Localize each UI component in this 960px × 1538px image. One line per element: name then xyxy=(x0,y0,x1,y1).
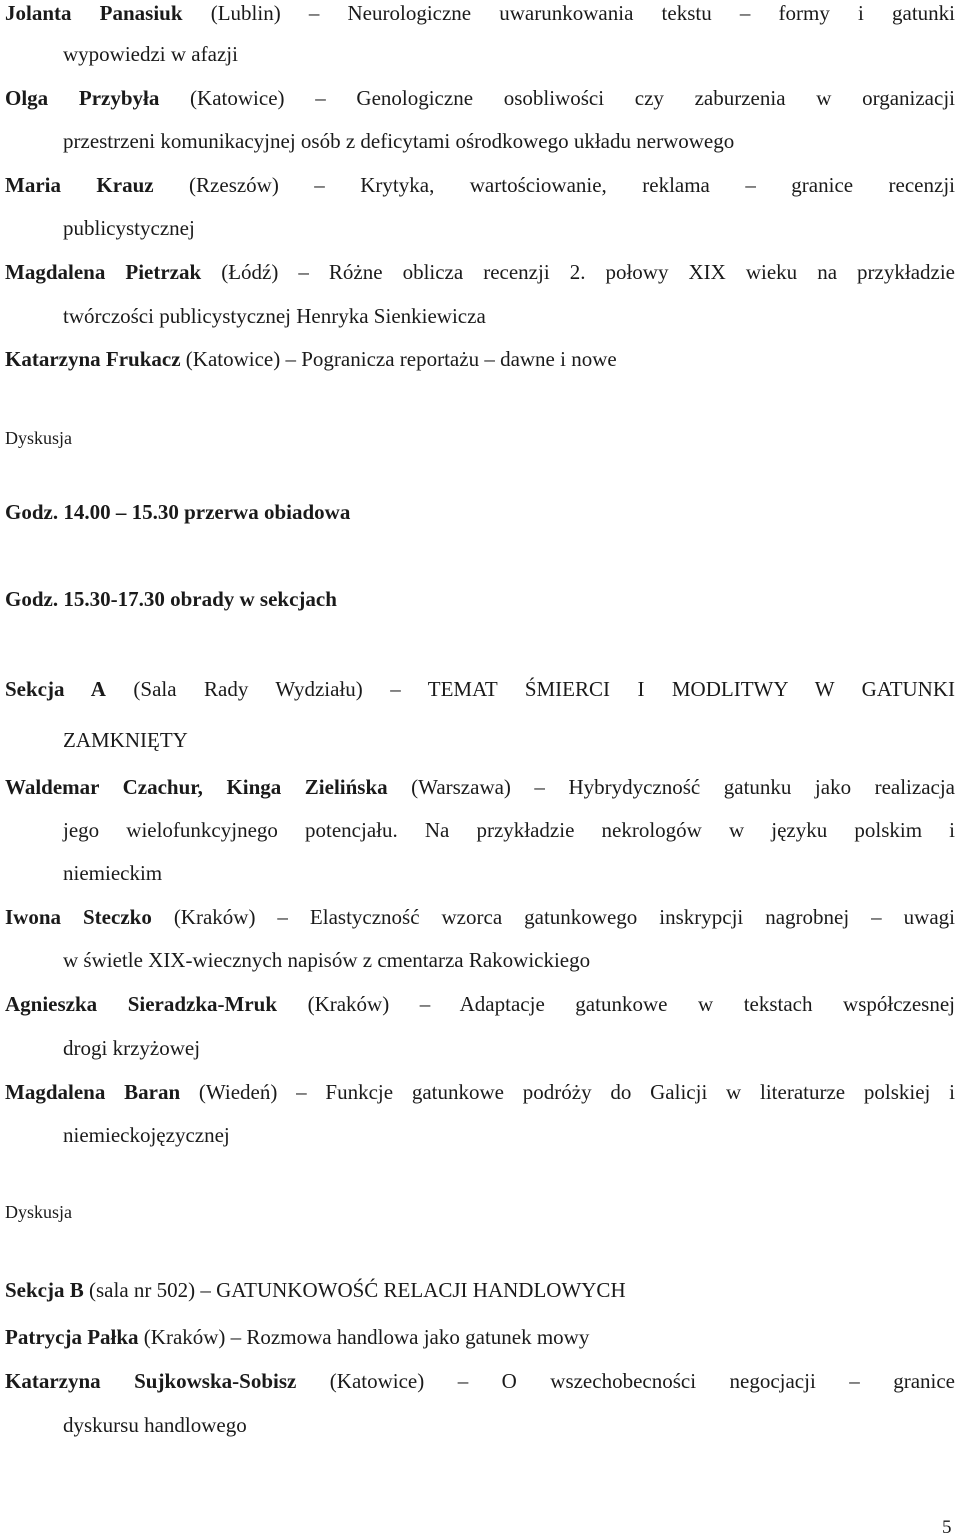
author-name: Maria Krauz xyxy=(5,173,154,197)
sessions-heading: Godz. 15.30-17.30 obrady w sekcjach xyxy=(5,587,337,611)
entry-line-continued: niemieckojęzycznej xyxy=(63,1123,230,1147)
entry-line xyxy=(5,775,955,799)
discussion-label: Dyskusja xyxy=(5,1202,72,1222)
entry-title: (Wiedeń) – Funkcje gatunkowe podróży do Galicji w literaturze polskiej i xyxy=(180,1080,955,1104)
entry-line xyxy=(5,86,955,110)
lunch-break: Godz. 14.00 – 15.30 przerwa obiadowa xyxy=(5,500,351,524)
author-name: Magdalena Baran xyxy=(5,1080,181,1104)
section-label: Sekcja B xyxy=(5,1278,84,1302)
section-title: (sala nr 502) – GATUNKOWOŚĆ RELACJI HANDLOWYCH xyxy=(83,1278,626,1302)
entry-line-continued: przestrzeni komunikacyjnej osób z deficytami ośrodkowego układu nerwowego xyxy=(63,129,735,153)
author-name: Patrycja Pałka xyxy=(5,1325,139,1349)
entry-line-continued: niemieckim xyxy=(63,861,163,885)
entry-title: (Kraków) – Rozmowa handlowa jako gatunek mowy xyxy=(138,1325,590,1349)
section-title: (Sala Rady Wydziału) – TEMAT ŚMIERCI I MODLITWY W GATUNKI xyxy=(105,677,956,701)
entry-line-continued: jego wielofunkcyjnego potencjału. Na przykładzie nekrologów w języku polskim i xyxy=(63,818,955,842)
entry-line-continued: dyskursu handlowego xyxy=(63,1413,247,1437)
entry-line xyxy=(5,1,955,25)
author-name: Agnieszka Sieradzka-Mruk xyxy=(5,992,278,1016)
entry-line-continued: w świetle XIX-wiecznych napisów z cmentarza Rakowickiego xyxy=(63,948,591,972)
entry-title: (Kraków) – Elastyczność wzorca gatunkowego inskrypcji nagrobnej – uwagi xyxy=(151,905,955,929)
entry-line xyxy=(5,260,955,284)
entry-line xyxy=(5,1080,955,1104)
entry-line-continued: publicystycznej xyxy=(63,216,195,240)
entry-line-continued: wypowiedzi w afazji xyxy=(63,42,238,66)
entry-line xyxy=(5,347,955,371)
entry-title: (Katowice) – Pogranicza reportażu – dawne i nowe xyxy=(180,347,617,371)
author-name: Iwona Steczko xyxy=(5,905,152,929)
entry-title: (Kraków) – Adaptacje gatunkowe w tekstach współczesnej xyxy=(277,992,955,1016)
section-label: Sekcja A xyxy=(5,677,106,701)
author-name: Magdalena Pietrzak xyxy=(5,260,202,284)
entry-line xyxy=(5,905,955,929)
entry-title: (Rzeszów) – Krytyka, wartościowanie, reklama – granice recenzji xyxy=(153,173,955,197)
entry-line-continued: twórczości publicystycznej Henryka Sienkiewicza xyxy=(63,304,486,328)
section-title-continued: ZAMKNIĘTY xyxy=(63,728,188,752)
entry-line xyxy=(5,992,955,1016)
page-number: 5 xyxy=(942,1517,952,1538)
entry-title: (Warszawa) – Hybrydyczność gatunku jako realizacja xyxy=(387,775,955,799)
author-name: Katarzyna Sujkowska-Sobisz xyxy=(5,1369,297,1393)
author-name: Waldemar Czachur, Kinga Zielińska xyxy=(5,775,388,799)
entry-line xyxy=(5,1325,955,1349)
author-name: Jolanta Panasiuk xyxy=(5,1,183,25)
entry-title: (Łódź) – Różne oblicza recenzji 2. połowy XIX wieku na przykładzie xyxy=(201,260,955,284)
author-name: Katarzyna Frukacz xyxy=(5,347,181,371)
section-a-heading xyxy=(5,677,955,701)
entry-line xyxy=(5,1369,955,1393)
entry-title: (Katowice) – O wszechobecności negocjacji – granice xyxy=(296,1369,955,1393)
entry-title: (Katowice) – Genologiczne osobliwości czy zaburzenia w organizacji xyxy=(159,86,955,110)
discussion-label: Dyskusja xyxy=(5,428,72,448)
entry-line-continued: drogi krzyżowej xyxy=(63,1036,201,1060)
section-b-heading xyxy=(5,1278,955,1302)
entry-title: (Lublin) – Neurologiczne uwarunkowania tekstu – formy i gatunki xyxy=(182,1,955,25)
author-name: Olga Przybyła xyxy=(5,86,160,110)
entry-line xyxy=(5,173,955,197)
